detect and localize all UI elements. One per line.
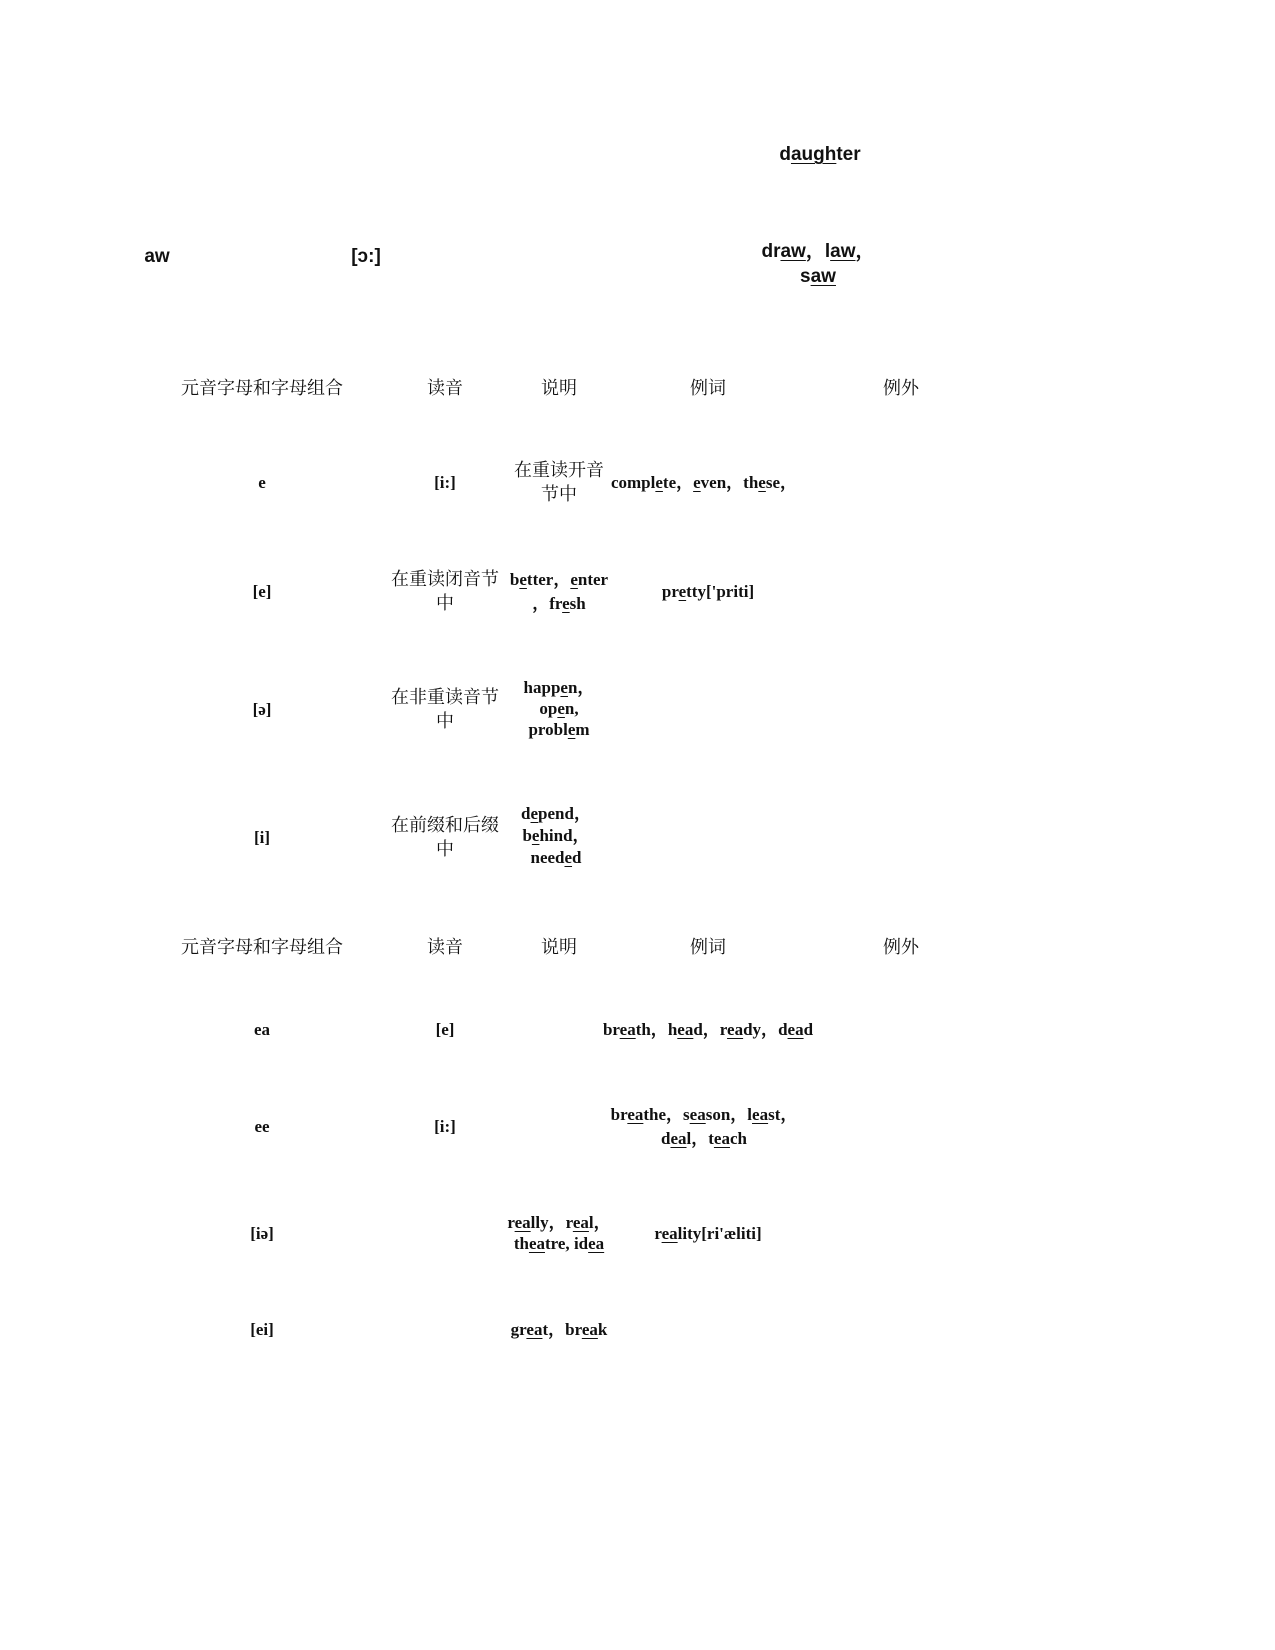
header-sound: 读音 xyxy=(427,378,463,399)
ea-examples-ia: really，real， theatre, idea xyxy=(507,1213,611,1253)
ea-sound-ei: [ei] xyxy=(250,1320,274,1339)
ee-sound: [i:] xyxy=(434,1117,456,1136)
e-sound-i: [i] xyxy=(253,828,271,847)
ea-letter: ea xyxy=(253,1020,271,1039)
daughter-example: daughter xyxy=(779,144,861,165)
e-sound-schwa: [ə] xyxy=(252,700,272,719)
e-note-ii: 在重读开音 节中 xyxy=(514,460,604,505)
e-sound-e: [e] xyxy=(252,582,272,601)
header-letters-2: 元音字母和字母组合 xyxy=(181,937,343,958)
header-exceptions-2: 例外 xyxy=(883,937,919,958)
e-sound-ii: [i:] xyxy=(434,473,456,492)
aw-sound: [ɔ:] xyxy=(351,246,381,267)
e-note-e: 在重读闭音节 中 xyxy=(391,569,499,614)
aw-examples: draw，law， saw xyxy=(761,241,875,287)
header-examples-2: 例词 xyxy=(690,937,726,958)
ea-sound-ia: [iə] xyxy=(250,1224,274,1243)
e-examples-e: better，enter ，fresh xyxy=(509,570,609,613)
ea-sound-e: [e] xyxy=(435,1020,455,1039)
e-examples-ii: complete，even，these， xyxy=(610,473,798,492)
e-exception-e: pretty['priti] xyxy=(661,582,755,601)
ee-examples: breathe，season，least， deal，teach xyxy=(610,1105,798,1148)
ea-examples-ei: great，break xyxy=(510,1320,608,1339)
aw-letter: aw xyxy=(144,246,170,267)
e-note-i: 在前缀和后缀 中 xyxy=(391,815,499,860)
e-examples-i: depend， behind， needed xyxy=(521,804,591,867)
header-examples: 例词 xyxy=(690,378,726,399)
header-sound-2: 读音 xyxy=(427,937,463,958)
header-note-2: 说明 xyxy=(541,937,577,958)
ea-exception-ia: reality[ri'æliti] xyxy=(654,1224,762,1243)
e-note-schwa: 在非重读音节 中 xyxy=(391,687,499,732)
header-note: 说明 xyxy=(541,378,577,399)
e-letter: e xyxy=(258,473,266,492)
header-exceptions: 例外 xyxy=(883,378,919,399)
header-letters: 元音字母和字母组合 xyxy=(181,378,343,399)
ee-letter: ee xyxy=(254,1117,270,1136)
e-examples-schwa: happen， open, problem xyxy=(523,678,595,739)
ea-examples-e: breath，head，ready，dead xyxy=(602,1020,814,1039)
